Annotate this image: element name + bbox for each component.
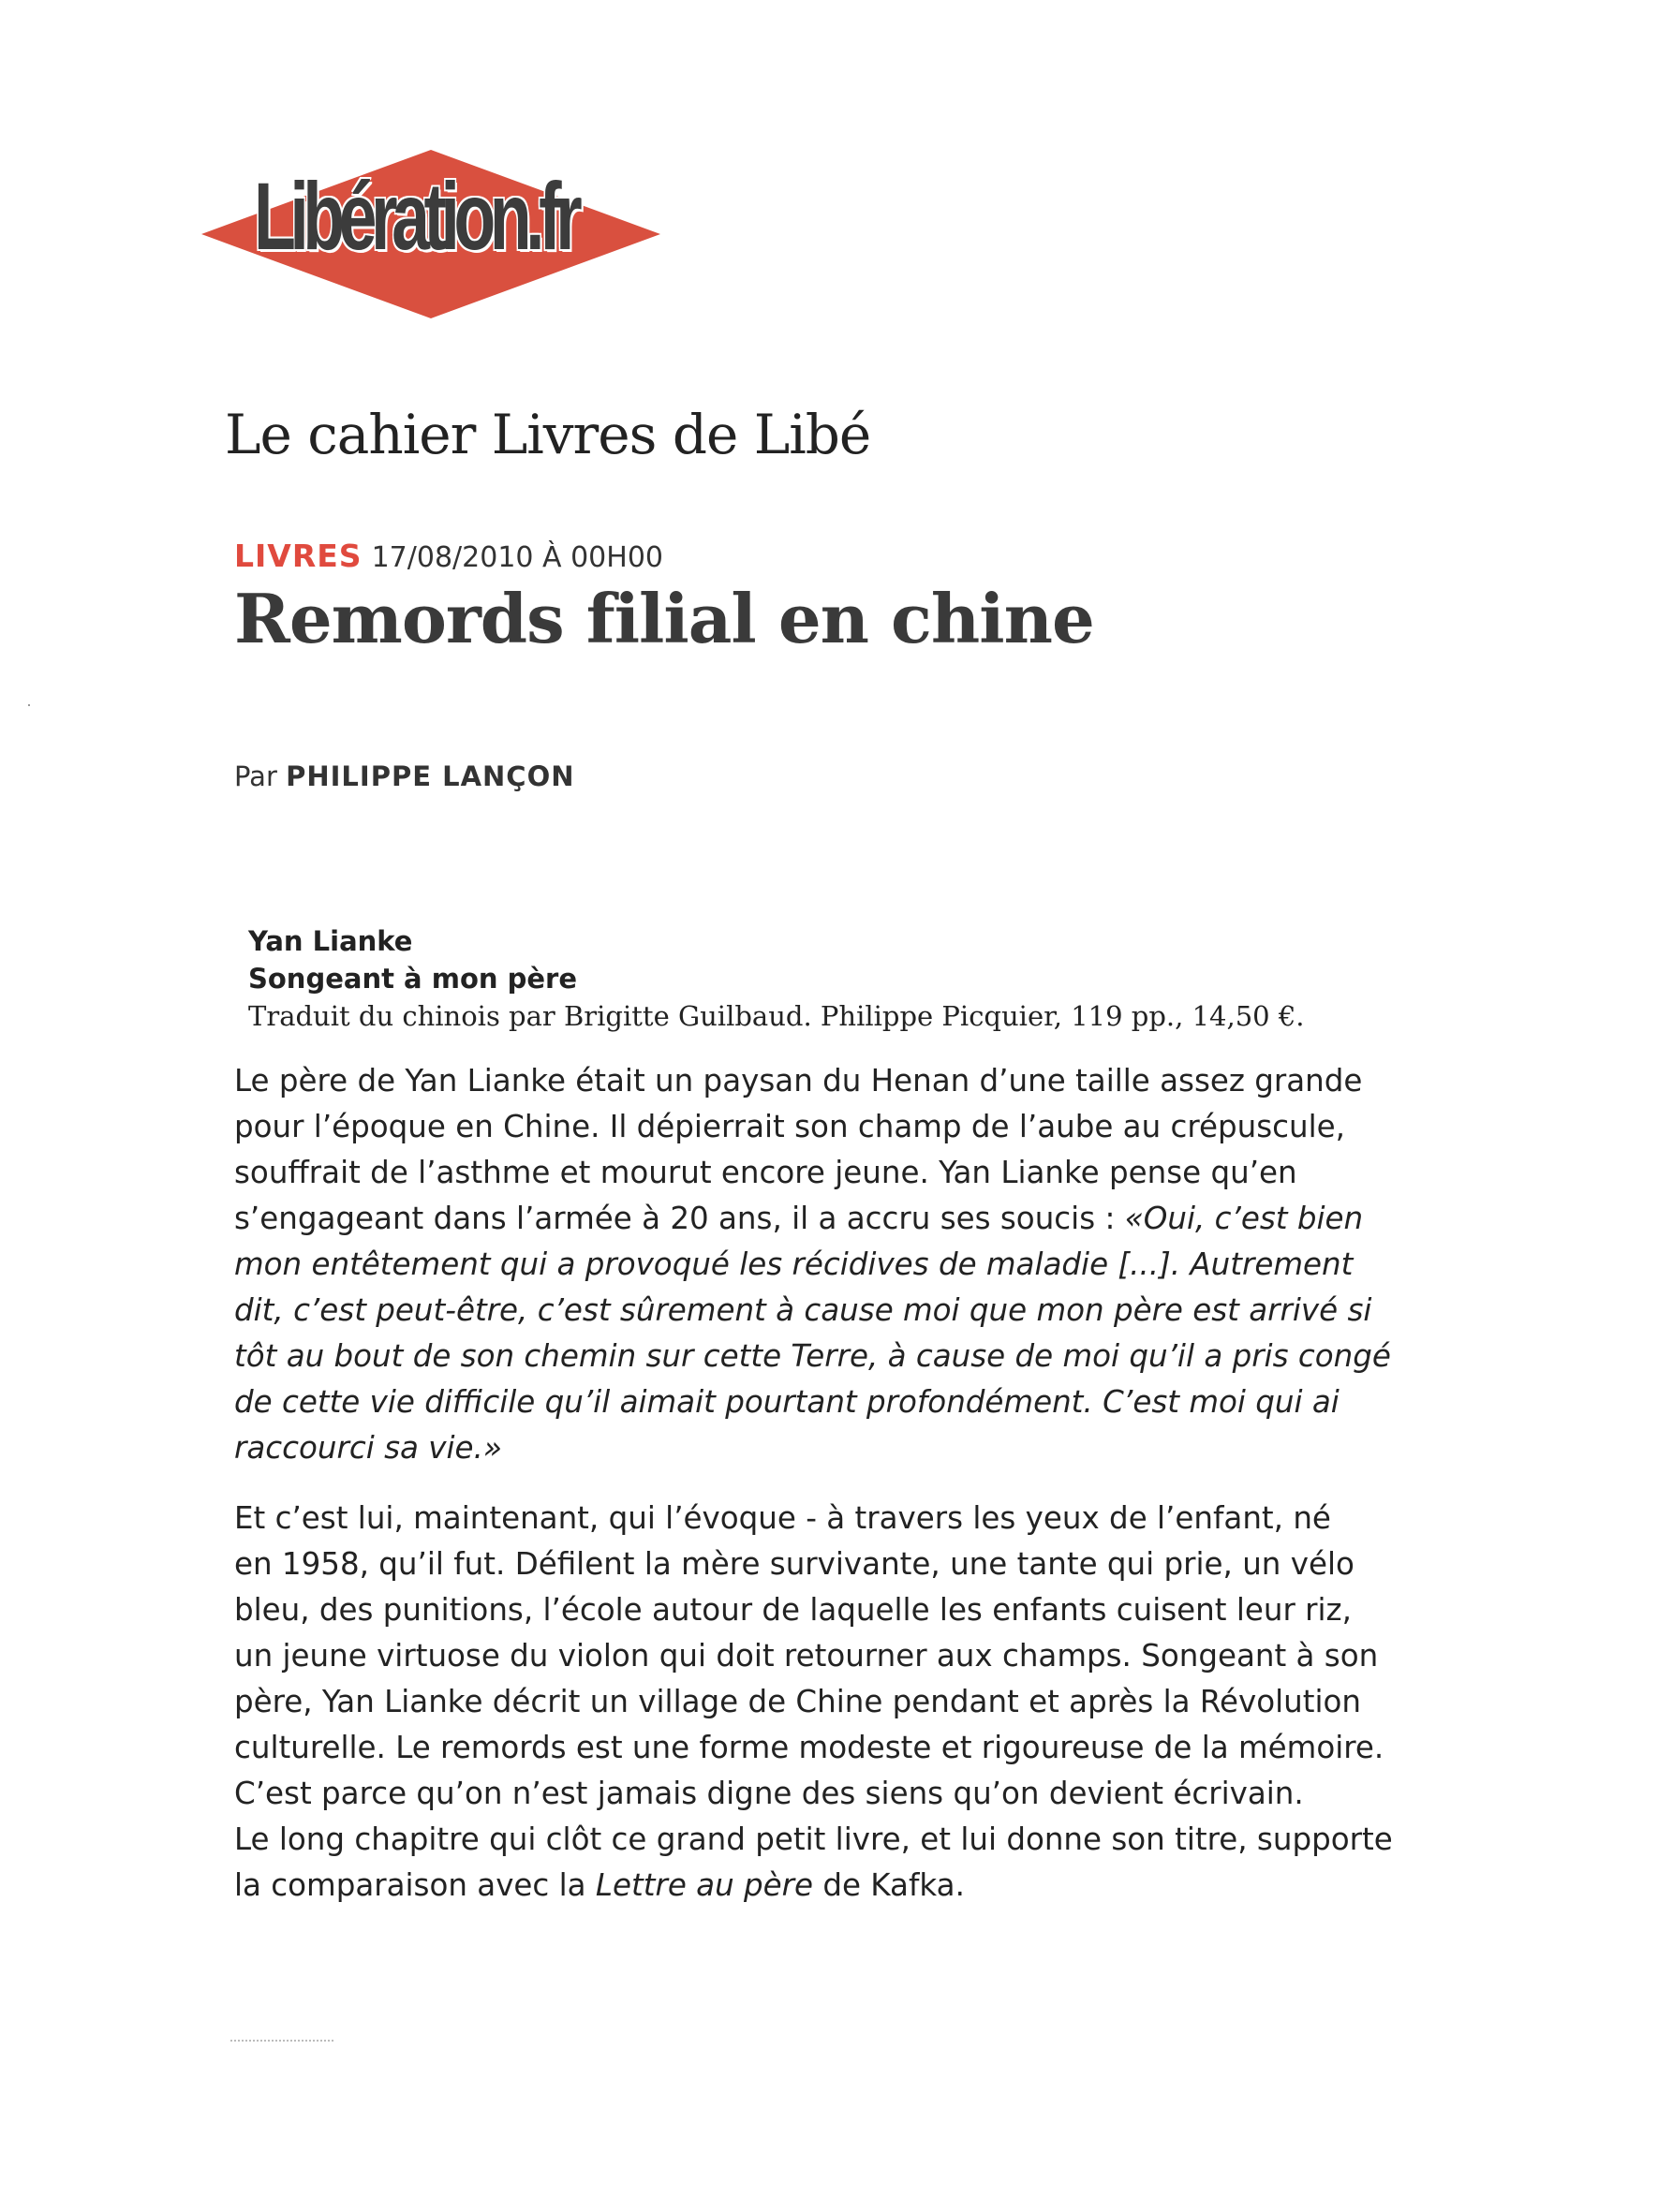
- book-author: Yan Lianke: [248, 925, 413, 957]
- book-title: Songeant à mon père: [248, 963, 578, 995]
- text-line: souffrait de l’asthme et mourut encore jeune. Yan Lianke pense qu’en: [234, 1155, 1297, 1190]
- text-line: bleu, des punitions, l’école autour de laquelle les enfants cuisent leur riz,: [234, 1592, 1352, 1628]
- article-body: [234, 1058, 1471, 1933]
- quote-line: mon entêtement qui a provoqué les récidives de maladie [...]. Autrement: [234, 1246, 1354, 1282]
- text-line: Le long chapitre qui clôt ce grand petit livre, et lui donne son titre, supporte: [234, 1821, 1393, 1857]
- byline-prefix: Par: [234, 760, 277, 792]
- text-line: culturelle. Le remords est une forme modeste et rigoureuse de la mémoire.: [234, 1730, 1384, 1765]
- text-line: [234, 1863, 1471, 1909]
- text-line: en 1958, qu’il fut. Défilent la mère survivante, une tante qui prie, un vélo: [234, 1546, 1355, 1582]
- text-segment: de Kafka.: [813, 1867, 965, 1903]
- text-line: C’est parce qu’on n’est jamais digne des siens qu’on devient écrivain.: [234, 1776, 1304, 1811]
- text-line: pour l’époque en Chine. Il dépierrait son champ de l’aube au crépuscule,: [234, 1109, 1345, 1144]
- section-title: Le cahier Livres de Libé: [225, 403, 871, 466]
- scan-speck: [28, 704, 30, 706]
- byline-author[interactable]: PHILIPPE LANÇON: [286, 760, 575, 792]
- text-segment: s’engageant dans l’armée à 20 ans, il a accru ses soucis :: [234, 1201, 1125, 1236]
- text-line: Le père de Yan Lianke était un paysan du Henan d’une taille assez grande: [234, 1063, 1363, 1099]
- text-line: [234, 1196, 1471, 1242]
- book-title-reference: Lettre au père: [595, 1867, 814, 1903]
- book-info: Traduit du chinois par Brigitte Guilbaud. Philippe Picquier, 119 pp., 14,50 €.: [248, 1000, 1305, 1032]
- quote-segment: «Oui, c’est bien: [1124, 1201, 1364, 1236]
- rubric-label[interactable]: LIVRES: [234, 538, 363, 574]
- publish-date: 17/08/2010 À 00H00: [371, 541, 663, 574]
- quote-line: raccourci sa vie.»: [234, 1430, 502, 1466]
- liberation-logo: [201, 145, 660, 323]
- book-reference: [248, 922, 1305, 1035]
- quote-line: de cette vie difficile qu’il aimait pourtant profondément. C’est moi qui ai: [234, 1384, 1340, 1420]
- quote-line: tôt au bout de son chemin sur cette Terre, à cause de moi qu’il a pris congé: [234, 1338, 1391, 1374]
- text-segment: la comparaison avec la: [234, 1867, 596, 1903]
- text-line: un jeune virtuose du violon qui doit retourner aux champs. Songeant à son: [234, 1638, 1379, 1674]
- quote-line: dit, c’est peut-être, c’est sûrement à cause moi que mon père est arrivé si: [234, 1292, 1372, 1328]
- text-line: Et c’est lui, maintenant, qui l’évoque - à travers les yeux de l’enfant, né: [234, 1500, 1331, 1536]
- byline: [234, 760, 575, 792]
- dotted-divider: [230, 2040, 333, 2042]
- paragraph-2: [234, 1496, 1471, 1909]
- article-meta: [234, 538, 663, 574]
- text-line: père, Yan Lianke décrit un village de Chine pendant et après la Révolution: [234, 1684, 1362, 1719]
- paragraph-1: [234, 1058, 1471, 1471]
- article-headline: Remords filial en chine: [234, 579, 1094, 658]
- logo-text: Libération.fr: [254, 163, 577, 270]
